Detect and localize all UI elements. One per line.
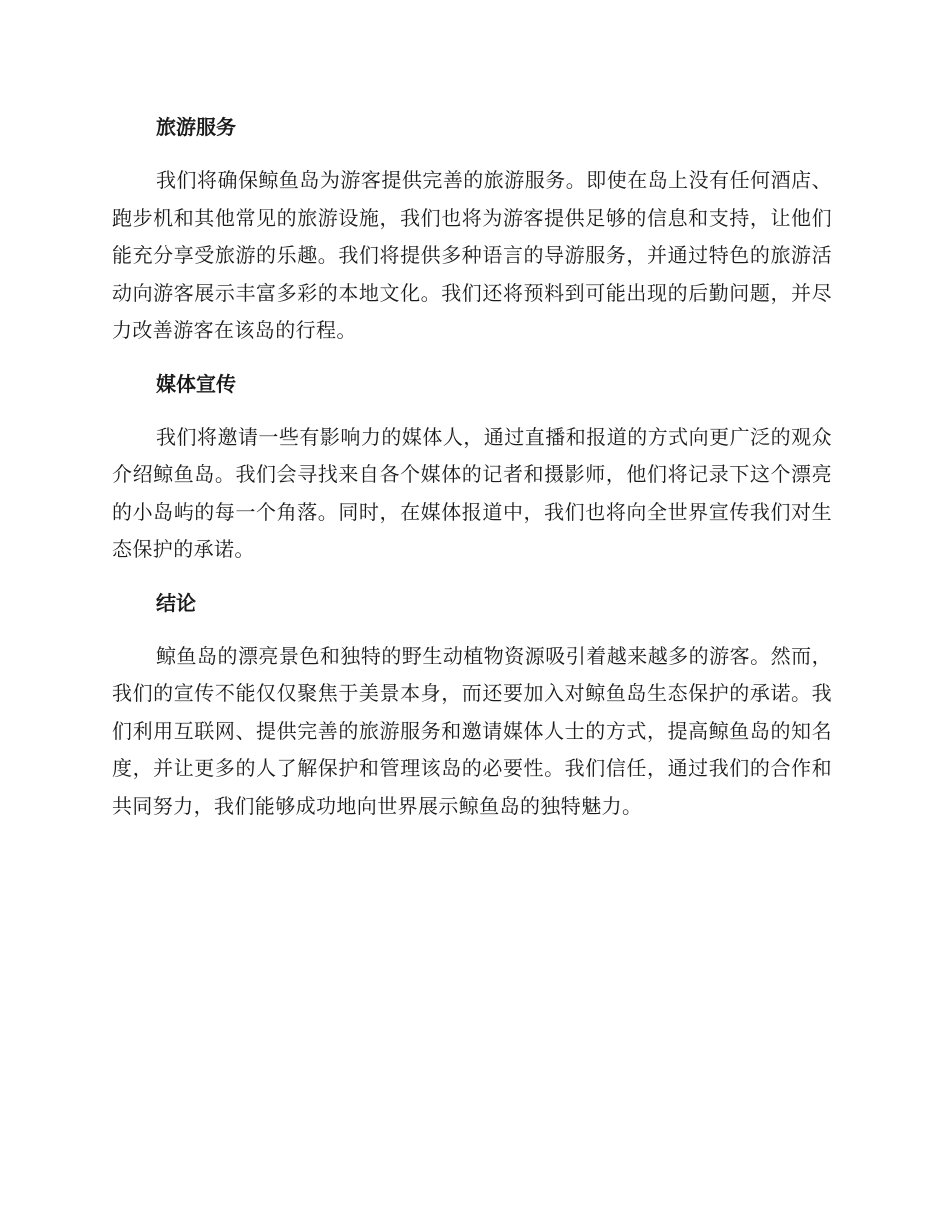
document-page bbox=[112, 108, 832, 840]
section-heading-tourism-services: 旅游服务 bbox=[156, 115, 236, 139]
section-body-tourism-services: 我们将确保鲸鱼岛为游客提供完善的旅游服务。即使在岛上没有任何酒店、跑步机和其他常见的旅游设施，我们也将为游客提供足够的信息和支持，让他们能充分享受旅游的乐趣。我们将提供多种语言的导游服务，并通过特色的旅游活动向游客展示丰富多彩的本地文化。我们还将预料到可能出现的后勤问题，并尽力改善游客在该岛的行程。 bbox=[112, 168, 832, 342]
section-heading-conclusion: 结论 bbox=[156, 590, 196, 615]
section-body-conclusion: 鲸鱼岛的漂亮景色和独特的野生动植物资源吸引着越来越多的游客。然而，我们的宣传不能仅仅聚焦于美景本身，而还要加入对鲸鱼岛生态保护的承诺。我们利用互联网、提供完善的旅游服务和邀请媒体人士的方式，提高鲸鱼岛的知名度，并让更多的人了解保护和管理该岛的必要性。我们信任，通过我们的合作和共同努力，我们能够成功地向世界展示鲸鱼岛的独特魅力。 bbox=[112, 643, 832, 818]
section-body-media-promotion: 我们将邀请一些有影响力的媒体人，通过直播和报道的方式向更广泛的观众介绍鲸鱼岛。我们会寻找来自各个媒体的记者和摄影师，他们将记录下这个漂亮的小岛屿的每一个角落。同时，在媒体报道中，我们也将向全世界宣传我们对生态保护的承诺。 bbox=[112, 424, 832, 561]
section-heading-media-promotion: 媒体宣传 bbox=[156, 371, 236, 396]
